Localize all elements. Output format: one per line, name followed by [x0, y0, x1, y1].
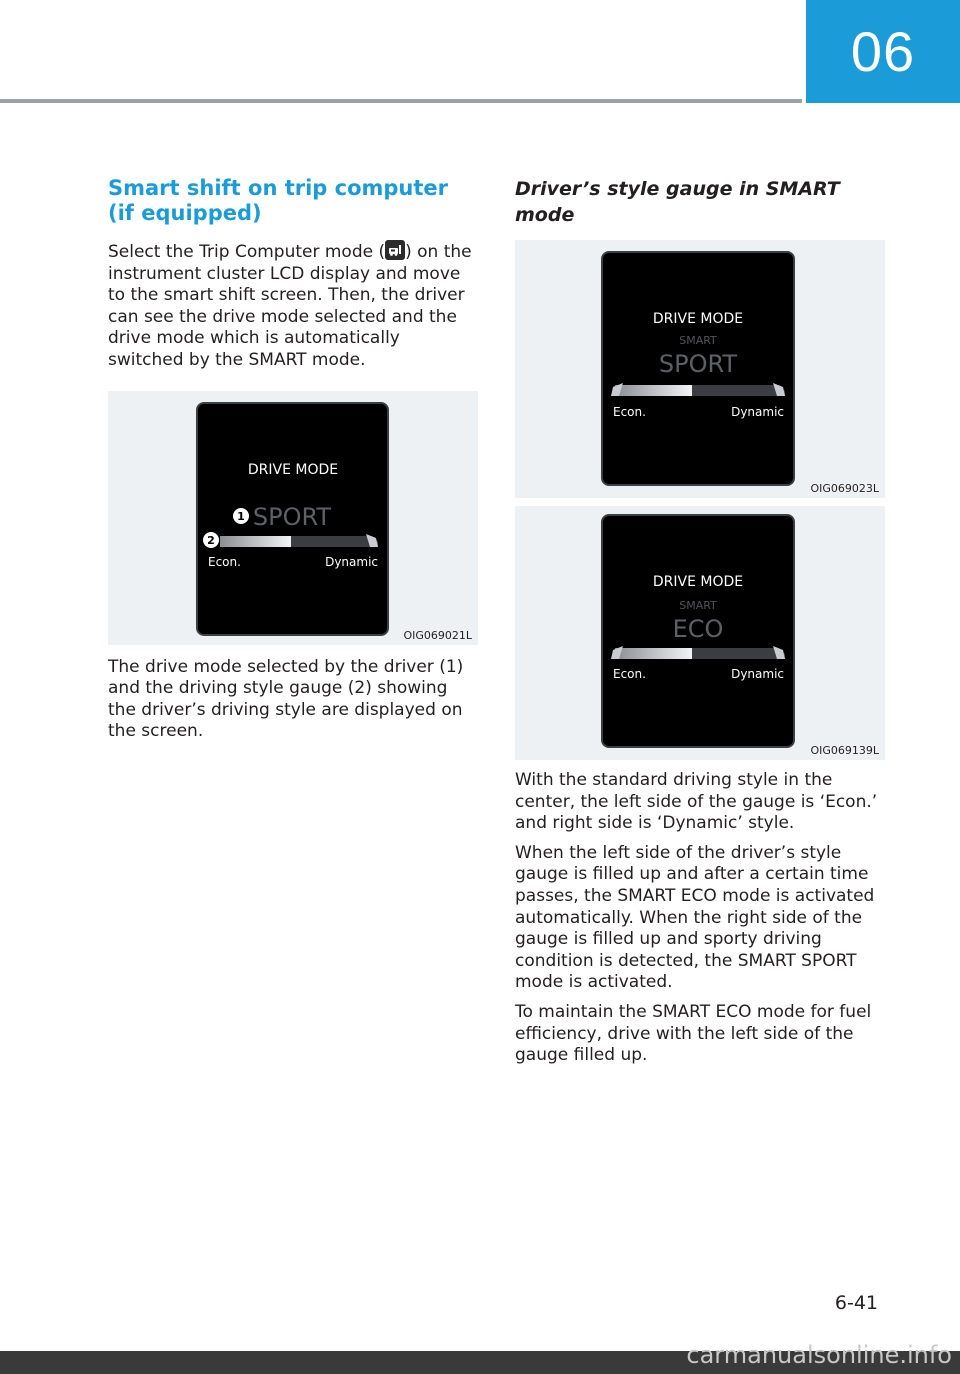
- mode-label-sport: SPORT: [252, 502, 332, 531]
- right-column: [515, 176, 885, 1075]
- header-rule: [0, 99, 802, 103]
- drive-mode-title: DRIVE MODE: [247, 461, 339, 478]
- figure-code: OIG069139L: [810, 744, 879, 757]
- gauge-label-econ: Econ.: [613, 667, 646, 681]
- intro-text-pre: Select the Trip Computer mode (: [108, 242, 386, 262]
- cluster-screen-eco: [601, 514, 795, 748]
- watermark: carmanualsonline.info: [686, 1341, 952, 1369]
- smart-label: SMART: [679, 599, 717, 612]
- paragraph-smart-activation: When the left side of the driver’s style gauge is filled up and after a certain time passes, the SMART ECO mode is activated automatically. When the right side of the gauge is filled up and sporty driving condition is detected, the SMART SPORT mode is activated.: [515, 842, 875, 993]
- figure-smart-eco: [515, 506, 885, 760]
- marker-2-label: 2: [207, 533, 215, 547]
- chapter-tab: 06: [806, 0, 960, 103]
- drive-mode-title: DRIVE MODE: [652, 311, 744, 327]
- mode-label-eco: ECO: [672, 615, 724, 643]
- marker-1-label: 1: [237, 509, 245, 523]
- section-heading-style-gauge: Driver’s style gauge in SMART mode: [515, 178, 840, 226]
- gauge-fill: [615, 385, 692, 396]
- section-heading-smart-shift: Smart shift on trip computer (if equipped): [108, 176, 449, 225]
- drive-mode-title: DRIVE MODE: [652, 574, 744, 590]
- paragraph-maintain-eco: To maintain the SMART ECO mode for fuel efficiency, drive with the left side of the gauge filled up.: [515, 1001, 872, 1066]
- intro-text-post: ) on the instrument cluster LCD display and move to the smart shift screen. Then, the driver can see the drive mode selected and the drive mode which is automatically switched by the SMART mode.: [108, 242, 472, 370]
- smart-label: SMART: [679, 334, 717, 347]
- figure-code: OIG069023L: [810, 482, 879, 495]
- caption-paragraph: The drive mode selected by the driver (1) and the driving style gauge (2) showing the driver’s driving style are displayed on the screen.: [108, 656, 464, 742]
- cluster-screen-sport: [601, 251, 795, 486]
- left-column: [108, 176, 478, 751]
- gauge-label-econ: Econ.: [208, 554, 241, 569]
- gauge-fill: [615, 648, 692, 659]
- gauge-fill: [220, 536, 291, 547]
- intro-paragraph: [108, 240, 478, 372]
- right-body-text: [515, 770, 885, 1067]
- page-number: 6-41: [834, 1292, 878, 1314]
- cluster-screen: [196, 402, 389, 636]
- mode-label-sport: SPORT: [658, 350, 738, 378]
- gauge-label-dynamic: Dynamic: [731, 405, 784, 419]
- gauge-label-dynamic: Dynamic: [325, 554, 378, 569]
- paragraph-standard-style: With the standard driving style in the center, the left side of the gauge is ‘Econ.’ and right side is ‘Dynamic’ style.: [515, 770, 878, 834]
- trip-computer-icon: [385, 240, 405, 260]
- figure-smart-sport: [515, 240, 885, 498]
- figure-drive-mode-driver: [108, 391, 478, 645]
- gauge-label-econ: Econ.: [613, 405, 646, 419]
- figure-code: OIG069021L: [403, 628, 472, 642]
- gauge-label-dynamic: Dynamic: [731, 667, 784, 681]
